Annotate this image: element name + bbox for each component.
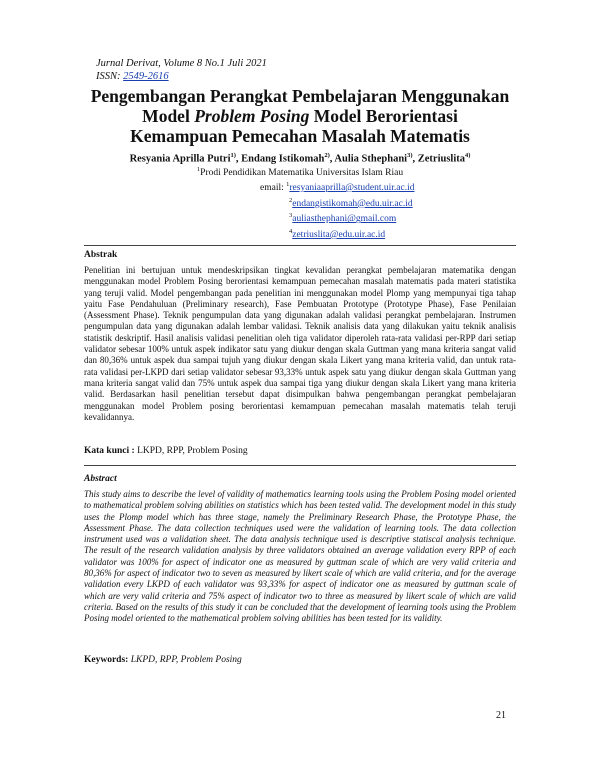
title-line-2-post: Model Berorientasi (309, 106, 458, 126)
affiliation (60, 166, 540, 178)
affiliation-sup: 1 (196, 166, 201, 173)
title-line-2 (60, 106, 540, 126)
author-list (60, 152, 540, 165)
author-4: , Zetriuslita (412, 153, 465, 165)
journal-header (96, 57, 267, 83)
title-line-3: Kemampuan Pemecahan Masalah Matematis (130, 126, 470, 146)
email-line (260, 195, 414, 211)
email-link[interactable]: zetriuslita@edu.uir.ac.id (292, 230, 386, 241)
abstract-heading: Abstract (84, 474, 117, 484)
kata-kunci-value: LKPD, RPP, Problem Posing (134, 446, 248, 456)
kata-kunci-label: Kata kunci : (84, 446, 135, 456)
keywords-value: LKPD, RPP, Problem Posing (128, 655, 242, 665)
keywords-label: Keywords: (84, 655, 129, 665)
affiliation-text: Prodi Pendidikan Matematika Universitas Islam Riau (200, 168, 404, 179)
email-link[interactable]: resyaniaaprilla@student.uir.ac.id (289, 183, 415, 194)
author-4-sup: 4) (465, 152, 471, 159)
author-2: , Endang Istikomah (235, 153, 325, 165)
page-number: 21 (496, 710, 506, 721)
email-link[interactable]: endangistikomah@edu.uir.ac.id (292, 198, 413, 209)
email-sup: 2 (289, 196, 293, 204)
issn-link[interactable]: 2549-2616 (123, 71, 169, 82)
email-label: email: (260, 183, 287, 194)
abstract-body: This study aims to describe the level of validity of mathematics learning tools using the Problem Posing model oriented to mathematical problem solving abilities on statistics which has been tested valid. The development model in this study uses the Plomp model which has three stage, namely the Preliminary Research Phase, the Prototype Phase, the Assessment Phase. The data collection techniques used were the validation of learning tools. The data collection instrument used was a validation sheet. The data analysis technique used is descriptive statiscal analysis technique. The result of the research validation analysis by three validators obtained an average validation every RPP of each validator was 100% for aspect of indicator one as measured by guttman scale of which are very valid criteria and 80,36% for aspect of indicator two to seven as measured by likert scale of which are valid criteria, and for the average validation every LKPD of each validator was 93,33% for aspect of indicator one as measured by guttman scale of which are very valid criteria and 75% aspect of indicator two to three as measured by likert scale of which are valid criteria. Based on the results of this study it can be concluded that the development of learning tools using the Problem Posing model oriented to the mathematical problem solving abilities has been tested for its validity. (84, 489, 516, 624)
issn-label: ISSN: (96, 71, 124, 82)
kata-kunci (84, 446, 248, 456)
section-divider (84, 465, 516, 466)
email-line (260, 226, 414, 242)
paper-title (60, 86, 540, 146)
email-line (260, 210, 414, 226)
email-link[interactable]: auliasthephani@gmail.com (292, 214, 397, 225)
issn-line (96, 70, 267, 83)
abstrak-heading: Abstrak (84, 250, 118, 260)
author-3-sup: 3) (407, 152, 413, 159)
title-line-1: Pengembangan Perangkat Pembelajaran Menggunakan (90, 86, 510, 106)
title-line-2-pre: Model (142, 106, 195, 126)
author-3: , Aulia Sthephani (329, 153, 408, 165)
author-1: Resyania Aprilla Putri (129, 153, 231, 165)
email-line (260, 179, 414, 195)
email-sup: 3 (289, 212, 293, 220)
author-2-sup: 2) (324, 152, 330, 159)
abstrak-body: Penelitian ini bertujuan untuk mendeskripsikan tingkat kevalidan perangkat pembelajaran matematika dengan menggunakan model Problem Posing berorientasi kemampuan pemecahan masalah matematis pada materi statistika yang teruji valid. Model pengembangan pada penelitian ini menggunakan model Plomp yang mempunyai tiga tahap yaitu Fase Pendahuluan (Preliminary research), Fase Pembuatan Prototype (Prototype Phase), Fase Penilaian (Assessment Phase). Teknik pengumpulan data yang digunakan adalah validasi perangkat pembelajaran. Instrumen pengumpulan data yang digunakan adalah lembar validasi. Teknik analisis data yang dilakukan yaitu teknik analisis statistik deskriptif. Hasil analisis validasi penelitian oleh tiga validator diperoleh rata-rata validasi per-RPP dari setiap validator sebesar 100% untuk aspek indikator satu yang diukur dengan skala Guttman yang mana kriteria sangat valid dan 80,36% untuk aspek dua sampai tujuh yang diukur dengan skala Likert yang mana kriteria valid, dan untuk rata-rata validasi per-LKPD dari setiap validator sebesar 93,33% untuk aspek satu yang diukur dengan skala Guttman yang mana kriteria sangat valid dan 75% untuk aspek dua sampai tiga yang diukur dengan skala Likert yang mana kriteria valid. Berdasarkan hasil penelitian tersebut dapat disimpulkan bahwa pengembangan perangkat pembelajaran menggunakan model Problem posing berorientasi kemampuan pemecahan masalah matematis telah teruji kevalidannya. (84, 265, 516, 422)
title-line-2-italic: Problem Posing (194, 106, 310, 126)
email-sup: 1 (286, 181, 290, 188)
email-sup: 4 (289, 227, 293, 235)
author-1-sup: 1) (230, 152, 236, 159)
journal-line: Jurnal Derivat, Volume 8 No.1 Juli 2021 (96, 58, 267, 69)
keywords (84, 655, 242, 665)
email-list (260, 179, 414, 242)
section-divider (84, 245, 516, 246)
